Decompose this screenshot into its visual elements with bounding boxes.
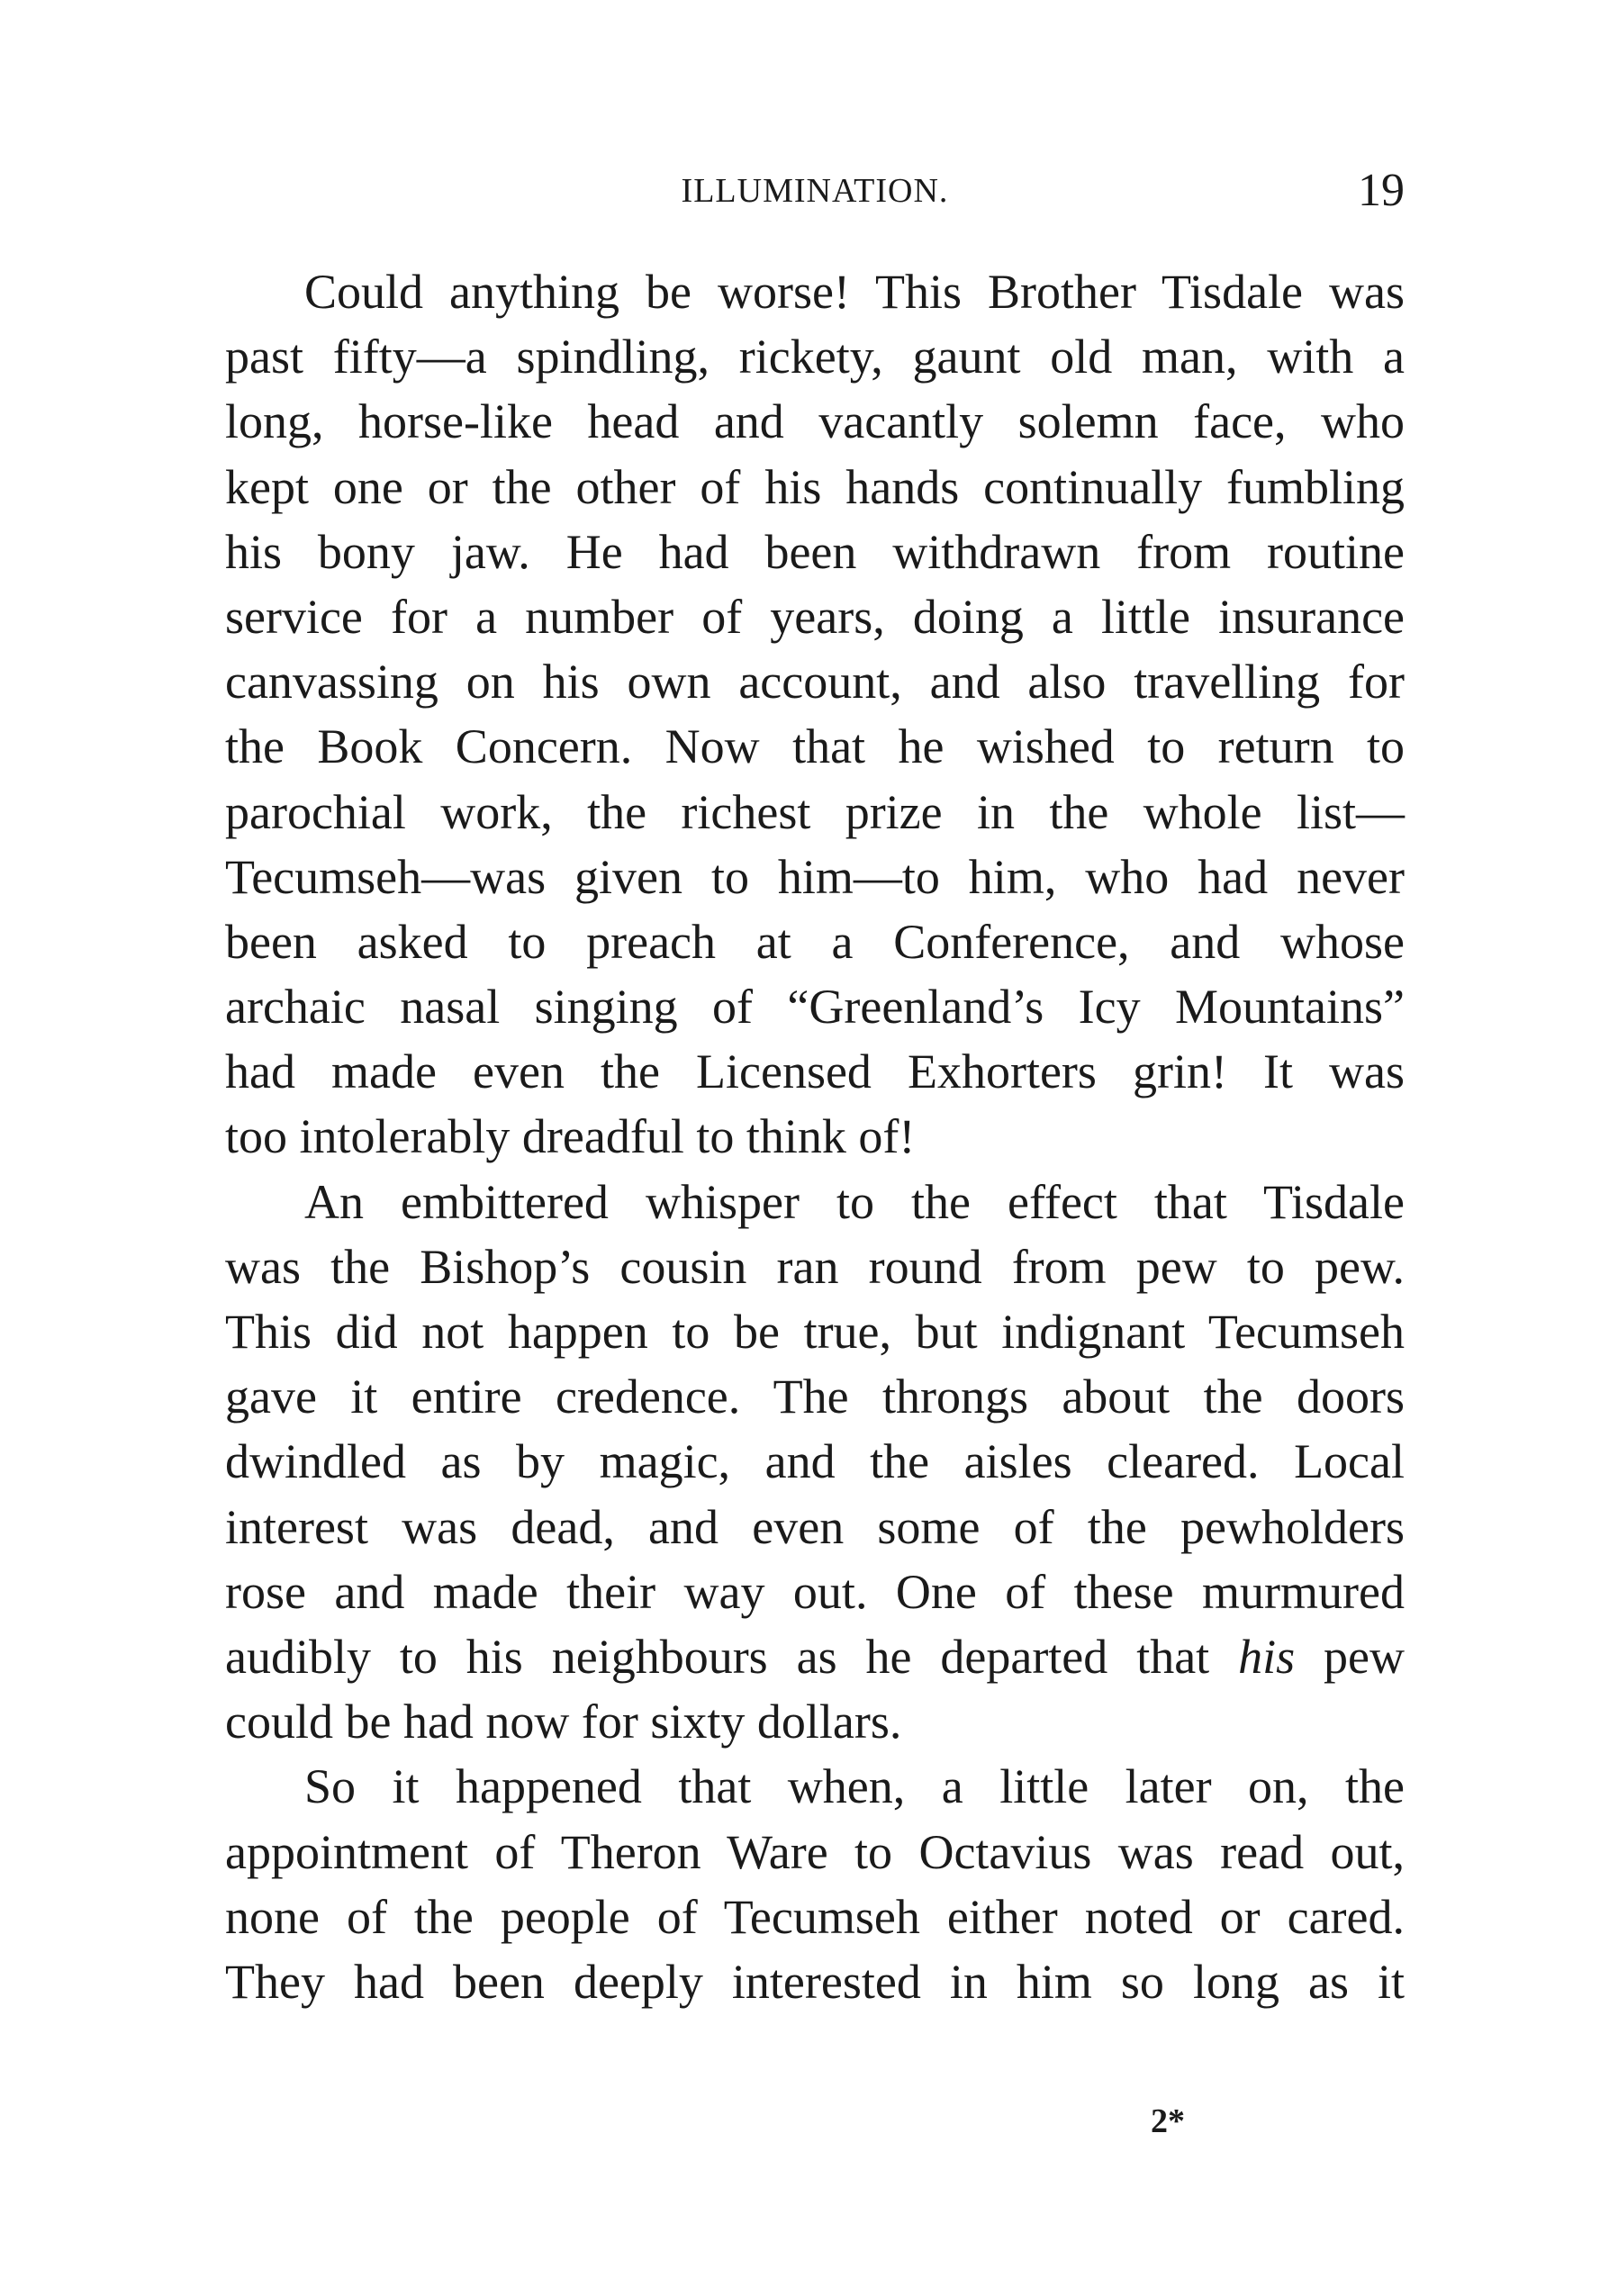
running-title: ILLUMINATION. [681, 172, 949, 210]
text-line: archaic nasal singing of “Greenland’s Icy Mountains” [225, 980, 1405, 1035]
text-line: canvassing on his own account, and also travelling for [225, 655, 1405, 710]
text-line: been asked to preach at a Conference, and whose [225, 914, 1405, 969]
signature-mark: 2* [1151, 2102, 1185, 2140]
running-head [225, 164, 1405, 218]
text-line: past fifty—a spindling, rickety, gaunt old man, with a [225, 330, 1405, 384]
text-line: audibly to his neighbours as he departed that his pew [225, 1629, 1406, 1684]
text-line: none of the people of Tecumseh either noted or cared. [225, 1889, 1405, 1944]
text-line: Tecumseh—was given to him—to him, who had never [225, 849, 1405, 904]
text-line: They had been deeply interested in him so long as it [225, 1954, 1405, 2009]
text-line: interest was dead, and even some of the pewholders [225, 1499, 1405, 1554]
text-line: An embittered whisper to the effect that Tisdale [304, 1174, 1405, 1229]
text-line: gave it entire credence. The throngs about the doors [225, 1369, 1405, 1424]
text-line: kept one or the other of his hands continually fumbling [225, 459, 1405, 514]
text-line: had made even the Licensed Exhorters grin! It was [225, 1044, 1405, 1099]
text-line: dwindled as by magic, and the aisles cleared. Local [225, 1434, 1405, 1489]
text-line: This did not happen to be true, but indignant Tecumseh [225, 1305, 1405, 1359]
text-line: Could anything be worse! This Brother Tisdale was [304, 265, 1405, 319]
emphasis: his [1238, 1629, 1296, 1684]
text-line: too intolerably dreadful to think of! [225, 1109, 916, 1164]
body-text [225, 259, 1405, 2014]
text-line: So it happened that when, a little later on, the [304, 1759, 1405, 1814]
text-line: long, horse-like head and vacantly solemn face, who [225, 394, 1405, 449]
text-line: could be had now for sixty dollars. [225, 1695, 902, 1749]
text-line: was the Bishop’s cousin ran round from pew to pew. [225, 1239, 1405, 1294]
text-line: parochial work, the richest prize in the whole list— [225, 784, 1405, 839]
text-line: service for a number of years, doing a little insurance [225, 589, 1405, 644]
text-line: appointment of Theron Ware to Octavius was read out, [225, 1824, 1405, 1879]
text-line: rose and made their way out. One of these murmured [225, 1564, 1405, 1619]
text-line: his bony jaw. He had been withdrawn from routine [225, 524, 1405, 579]
text-line: the Book Concern. Now that he wished to return to [225, 719, 1405, 774]
page-number: 19 [1358, 165, 1405, 216]
